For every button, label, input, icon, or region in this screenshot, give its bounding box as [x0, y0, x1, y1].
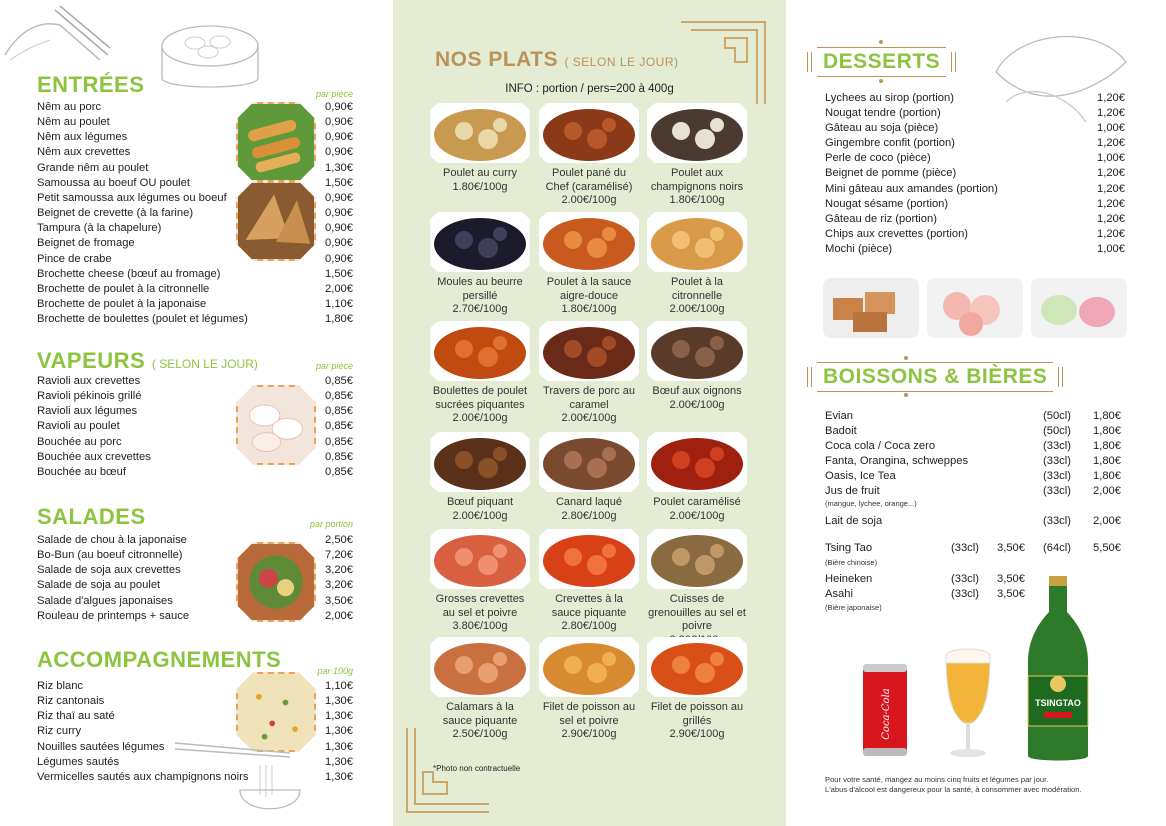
tsingtao-size1: (33cl)	[951, 542, 979, 554]
plat-name: Bœuf piquant	[446, 496, 514, 508]
plat-price: 3.80€/100g	[452, 620, 508, 632]
item-name: Légumes sautés	[37, 755, 120, 768]
plat-price: 2.00€/100g	[452, 412, 508, 424]
item-price: 0,85€	[325, 390, 353, 403]
drink-size: (33cl)	[1043, 515, 1071, 527]
drink-size: (50cl)	[1043, 425, 1071, 437]
item-name: Gingembre confit (portion)	[825, 137, 955, 150]
item-price: 1,50€	[325, 176, 353, 189]
plat-price: 1.80€/100g	[561, 303, 617, 315]
item-price: 0,90€	[325, 207, 353, 220]
item-price: 1,20€	[1097, 227, 1125, 240]
entrees-unit: par pièce	[315, 89, 353, 99]
item-name: Samoussa au boeuf OU poulet	[37, 176, 190, 189]
plat-photo	[647, 103, 747, 163]
list-item	[37, 267, 353, 282]
item-price: 1,20€	[1097, 137, 1125, 150]
item-price: 1,20€	[1097, 92, 1125, 104]
tsingtao-price1: 3,50€	[997, 542, 1025, 554]
list-item	[825, 242, 1125, 257]
plat-price: 2.90€/100g	[669, 728, 725, 740]
plat-photo	[430, 321, 530, 381]
item-name: Riz thaï au saté	[37, 710, 115, 723]
item-price: 0,85€	[325, 375, 353, 387]
vapeurs-title	[37, 348, 258, 374]
salades-unit: par portion	[309, 519, 353, 529]
item-name: Bouchée aux crevettes	[37, 450, 151, 463]
tsingtao-note: (Bière chinoise)	[825, 558, 878, 567]
list-item	[37, 252, 353, 267]
list-item	[825, 136, 1125, 151]
item-price: 1,10€	[325, 680, 353, 692]
accompagnements-title: ACCOMPAGNEMENTS	[37, 647, 282, 672]
footer-line1: Pour votre santé, mangez au moins cinq fruits et légumes par jour.	[825, 775, 1049, 784]
item-name: Ravioli aux légumes	[37, 405, 138, 418]
plat-tile	[430, 321, 530, 426]
plat-photo	[539, 212, 639, 272]
drink-name: Badoit	[825, 425, 857, 437]
list-item	[825, 227, 1125, 242]
item-price: 1,30€	[325, 770, 353, 783]
plat-price: 2.50€/100g	[452, 728, 508, 740]
entrees-title: ENTRÉES	[37, 72, 145, 97]
drink-price: 2,00€	[1093, 485, 1121, 497]
vapeurs-unit: par pièce	[315, 361, 353, 371]
list-item	[825, 212, 1125, 227]
mochi-photo	[1031, 278, 1127, 338]
item-price: 1,20€	[1097, 167, 1125, 180]
item-name: Gâteau au soja (pièce)	[825, 122, 939, 135]
chopsticks-hand-sketch-icon	[0, 0, 110, 75]
plat-price: 2.00€/100g	[452, 509, 508, 522]
plat-name: Grosses crevettes au sel et poivre	[435, 593, 525, 619]
coca-brand-text: Coca-Cola	[881, 688, 892, 740]
plat-name: Cuisses de grenouilles au sel et poivre	[648, 593, 746, 632]
desserts-list	[825, 91, 1125, 257]
item-price: 1,00€	[1097, 122, 1125, 135]
heineken-size: (33cl)	[951, 573, 979, 585]
nougat-photo	[823, 278, 919, 338]
plat-photo	[647, 637, 747, 697]
item-price: 1,30€	[325, 710, 353, 723]
plats-title	[435, 48, 679, 72]
item-price: 1,30€	[325, 695, 353, 708]
drink-row	[825, 439, 1125, 454]
item-name: Tampura (à la chapelure)	[37, 222, 162, 235]
tsingtao-brand-text: TSINGTAO	[1035, 698, 1081, 708]
plat-photo	[647, 212, 747, 272]
plat-tile	[539, 103, 639, 208]
item-price: 2,00€	[325, 609, 353, 622]
jus-note: (mangue, lychee, orange...)	[825, 499, 917, 508]
plat-photo	[539, 432, 639, 492]
item-price: 0,90€	[325, 252, 353, 265]
plat-photo	[430, 212, 530, 272]
plat-name: Calamars à la sauce piquante	[442, 701, 518, 727]
plat-name: Moules au beurre persillé	[437, 276, 523, 302]
list-item	[825, 166, 1125, 181]
vapeurs-subtitle: ( SELON LE JOUR)	[151, 357, 258, 371]
item-name: Grande nêm au poulet	[37, 161, 149, 174]
samoussa-photo	[236, 181, 316, 261]
ravioli-photo	[236, 385, 316, 465]
plat-tile	[647, 212, 747, 317]
plat-photo	[539, 321, 639, 381]
steamer-basket-sketch-icon	[155, 18, 265, 100]
item-price: 0,90€	[325, 146, 353, 159]
plat-name: Poulet aux champignons noirs	[650, 167, 744, 193]
item-name: Nouilles sautées légumes	[37, 740, 165, 753]
plats-subtitle: ( SELON LE JOUR)	[564, 55, 679, 69]
item-price: 0,85€	[325, 405, 353, 418]
drink-row	[825, 424, 1125, 439]
asahi-note: (Bière japonaise)	[825, 603, 882, 612]
drink-name: Oasis, Ice Tea	[825, 470, 896, 482]
item-name: Riz curry	[37, 725, 82, 738]
plat-photo	[539, 637, 639, 697]
item-price: 3,20€	[325, 579, 353, 592]
plat-name: Travers de porc au caramel	[543, 385, 635, 411]
plat-price: 2.00€/100g	[669, 303, 725, 315]
list-item	[37, 533, 353, 548]
item-price: 1,00€	[1097, 152, 1125, 165]
plat-tile	[430, 212, 530, 317]
tsingtao-row	[825, 541, 1125, 556]
asahi-price: 3,50€	[997, 588, 1025, 600]
item-name: Nêm aux crevettes	[37, 146, 131, 159]
plat-tile	[539, 432, 639, 523]
item-price: 0,85€	[325, 435, 353, 448]
item-name: Lychees au sirop (portion)	[825, 92, 954, 104]
item-price: 1,10€	[325, 298, 353, 311]
item-price: 1,30€	[325, 740, 353, 753]
plat-name: Poulet caramélisé	[653, 496, 741, 508]
item-price: 0,85€	[325, 420, 353, 433]
drink-price: 1,80€	[1093, 425, 1121, 437]
list-item	[37, 312, 353, 327]
drink-price: 1,80€	[1093, 410, 1121, 422]
plat-tile	[539, 321, 639, 426]
item-name: Gâteau de riz (portion)	[825, 212, 937, 225]
plat-name: Poulet à la sauce aigre-douce	[546, 276, 632, 302]
coca-can-icon	[860, 660, 910, 760]
plat-price: 2.90€/100g	[561, 728, 617, 740]
plat-name: Boulettes de poulet sucrées piquantes	[432, 385, 528, 411]
heineken-price: 3,50€	[997, 573, 1025, 585]
item-name: Beignet de crevette (à la farine)	[37, 207, 194, 220]
tsingtao-name: Tsing Tao	[825, 542, 873, 554]
item-name: Salade de chou à la japonaise	[37, 534, 187, 546]
item-price: 1,30€	[325, 725, 353, 738]
item-price: 1,30€	[325, 161, 353, 174]
plat-tile	[430, 432, 530, 523]
item-price: 2,00€	[325, 282, 353, 295]
tsingtao-bottle-icon	[1018, 572, 1098, 768]
nem-photo	[236, 102, 316, 182]
plat-tile	[647, 637, 747, 742]
list-item	[825, 182, 1125, 197]
plat-tile	[430, 103, 530, 194]
plat-name: Crevettes à la sauce piquante	[551, 593, 627, 619]
salades-title: SALADES	[37, 504, 146, 529]
item-price: 7,20€	[325, 549, 353, 562]
plat-photo	[430, 103, 530, 163]
drink-price: 1,80€	[1093, 440, 1121, 452]
item-price: 0,90€	[325, 131, 353, 144]
plat-photo	[647, 432, 747, 492]
drink-name: Coca cola / Coca zero	[825, 440, 936, 452]
plats-title-text: NOS PLATS	[435, 48, 559, 71]
list-item	[825, 91, 1125, 106]
item-name: Rouleau de printemps + sauce	[37, 609, 190, 622]
item-name: Beignet de pomme (pièce)	[825, 167, 957, 180]
drink-size: (33cl)	[1043, 440, 1071, 452]
plat-photo	[430, 637, 530, 697]
drink-name: Jus de fruit	[825, 485, 880, 497]
item-name: Petit samoussa aux légumes ou boeuf	[37, 191, 227, 204]
plat-photo	[647, 529, 747, 589]
item-name: Nêm aux légumes	[37, 131, 128, 144]
plat-photo	[539, 529, 639, 589]
footer	[825, 775, 1082, 795]
plat-price: 2.00€/100g	[669, 509, 725, 522]
drink-size: (33cl)	[1043, 470, 1071, 482]
plat-photo	[647, 321, 747, 381]
ornament-dot	[904, 356, 908, 360]
item-price: 3,20€	[325, 564, 353, 577]
tsingtao-size2: (64cl)	[1043, 542, 1071, 554]
drink-size: (50cl)	[1043, 410, 1071, 422]
plat-price: 2.80€/100g	[561, 620, 617, 632]
plat-tile	[539, 637, 639, 742]
item-name: Mini gâteau aux amandes (portion)	[825, 182, 998, 195]
list-item	[37, 297, 353, 312]
item-name: Brochette de poulet à la citronnelle	[37, 282, 210, 295]
drink-name: Lait de soja	[825, 515, 883, 527]
plat-price: 2.00€/100g	[561, 412, 617, 424]
drink-price: 1,80€	[1093, 470, 1121, 482]
plat-price: 2.00€/100g	[561, 194, 617, 206]
plat-tile	[539, 212, 639, 317]
tsingtao-price2: 5,50€	[1093, 542, 1121, 554]
list-item	[825, 197, 1125, 212]
item-name: Nêm au porc	[37, 101, 102, 113]
asahi-size: (33cl)	[951, 588, 979, 600]
left-panel	[0, 0, 393, 826]
item-price: 1,20€	[1097, 182, 1125, 195]
item-name: Bouchée au porc	[37, 435, 122, 448]
plat-tile	[647, 321, 747, 412]
drink-name: Evian	[825, 410, 853, 422]
item-name: Nougat sésame (portion)	[825, 197, 949, 210]
plat-name: Poulet pané du Chef (caramélisé)	[545, 167, 633, 193]
accompagnements-unit: par 100g	[317, 666, 353, 676]
item-name: Salade de soja au poulet	[37, 579, 161, 592]
plat-name: Poulet au curry	[443, 167, 517, 179]
item-price: 3,50€	[325, 594, 353, 607]
item-name: Riz blanc	[37, 680, 84, 692]
soja-row	[825, 514, 1125, 529]
item-name: Brochette de poulet à la japonaise	[37, 298, 207, 311]
drink-size: (33cl)	[1043, 485, 1071, 497]
drink-price: 2,00€	[1093, 515, 1121, 527]
item-name: Brochette cheese (bœuf au fromage)	[37, 267, 221, 280]
nos-plats-panel	[393, 0, 786, 826]
item-name: Vermicelles sautés aux champignons noirs	[37, 770, 249, 783]
plat-tile	[430, 637, 530, 742]
item-name: Beignet de fromage	[37, 237, 135, 250]
beer-glass-icon	[938, 645, 998, 760]
photo-note: *Photo non contractuelle	[433, 764, 521, 773]
item-name: Perle de coco (pièce)	[825, 152, 931, 165]
plat-photo	[539, 103, 639, 163]
item-price: 0,85€	[325, 465, 353, 478]
vapeurs-title-text: VAPEURS	[37, 348, 146, 373]
drink-row	[825, 409, 1125, 424]
item-name: Bouchée au bœuf	[37, 465, 126, 478]
item-name: Ravioli au poulet	[37, 420, 120, 433]
list-item	[825, 151, 1125, 166]
plat-name: Bœuf aux oignons	[652, 385, 742, 397]
item-price: 1,20€	[1097, 107, 1125, 120]
plat-price: 2.00€/100g	[669, 398, 725, 411]
item-price: 1,50€	[325, 267, 353, 280]
item-price: 1,20€	[1097, 212, 1125, 225]
item-name: Salade d'algues japonaises	[37, 594, 173, 607]
plat-photo	[430, 432, 530, 492]
drink-row	[825, 454, 1125, 469]
item-name: Nougat tendre (portion)	[825, 107, 941, 120]
ornament-dot	[879, 79, 883, 83]
drink-row	[825, 469, 1125, 484]
plat-tile	[647, 432, 747, 523]
plats-info: INFO : portion / pers=200 à 400g	[505, 83, 674, 95]
item-name: Ravioli aux crevettes	[37, 375, 141, 387]
item-price: 1,30€	[325, 755, 353, 768]
item-price: 0,90€	[325, 222, 353, 235]
item-name: Bo-Bun (au boeuf citronnelle)	[37, 549, 183, 562]
plat-price: 1.80€/100g	[669, 194, 725, 206]
plat-name: Filet de poisson au sel et poivre	[542, 701, 636, 727]
drink-size: (33cl)	[1043, 455, 1071, 467]
list-item	[37, 374, 353, 389]
boissons-list	[825, 409, 1125, 529]
drink-price: 1,80€	[1093, 455, 1121, 467]
item-price: 1,00€	[1097, 242, 1125, 255]
item-name: Mochi (pièce)	[825, 242, 893, 255]
right-panel	[786, 0, 1166, 826]
plat-tile	[430, 529, 530, 634]
item-name: Ravioli pékinois grillé	[37, 390, 142, 403]
drink-name: Fanta, Orangina, schweppes	[825, 455, 969, 467]
plat-price: 2.70€/100g	[452, 303, 508, 315]
plat-price: 1.80€/100g	[452, 180, 508, 193]
heineken-name: Heineken	[825, 573, 873, 585]
list-item	[37, 465, 353, 480]
list-item	[825, 121, 1125, 136]
item-name: Nêm au poulet	[37, 116, 110, 129]
item-name: Brochette de boulettes (poulet et légumes)	[37, 313, 248, 326]
ornament-dot	[904, 393, 908, 397]
item-name: Riz cantonais	[37, 695, 105, 708]
item-price: 0,85€	[325, 450, 353, 463]
plat-photo	[430, 529, 530, 589]
item-price: 0,90€	[325, 237, 353, 250]
boissons-title: BOISSONS & BIÈRES	[817, 362, 1053, 392]
ornament-dot	[879, 40, 883, 44]
item-price: 0,90€	[325, 191, 353, 204]
asahi-name: Asahi	[825, 588, 853, 600]
plat-tile	[539, 529, 639, 634]
plat-price: 2.80€/100g	[561, 509, 617, 522]
item-price: 0,90€	[325, 116, 353, 129]
plat-name: Filet de poisson au grillés	[650, 701, 744, 727]
item-price: 1,20€	[1097, 197, 1125, 210]
plat-tile	[647, 103, 747, 208]
item-name: Salade de soja aux crevettes	[37, 564, 181, 577]
plat-name: Poulet à la citronnelle	[671, 276, 723, 302]
footer-line2: L'abus d'alcool est dangereux pour la santé, à consommer avec modération.	[825, 785, 1082, 794]
salade-photo	[236, 542, 316, 622]
drink-row	[825, 484, 1125, 499]
item-price: 1,80€	[325, 313, 353, 326]
item-price: 0,90€	[325, 101, 353, 113]
item-name: Pince de crabe	[37, 252, 112, 265]
item-name: Chips aux crevettes (portion)	[825, 227, 969, 240]
desserts-title: DESSERTS	[817, 47, 946, 77]
list-item	[825, 106, 1125, 121]
plat-name: Canard laqué	[555, 496, 623, 508]
plat-tile	[647, 529, 747, 647]
perle-coco-photo	[927, 278, 1023, 338]
item-price: 2,50€	[325, 534, 353, 546]
list-item	[37, 282, 353, 297]
noodle-bowl-sketch-icon	[170, 735, 320, 820]
